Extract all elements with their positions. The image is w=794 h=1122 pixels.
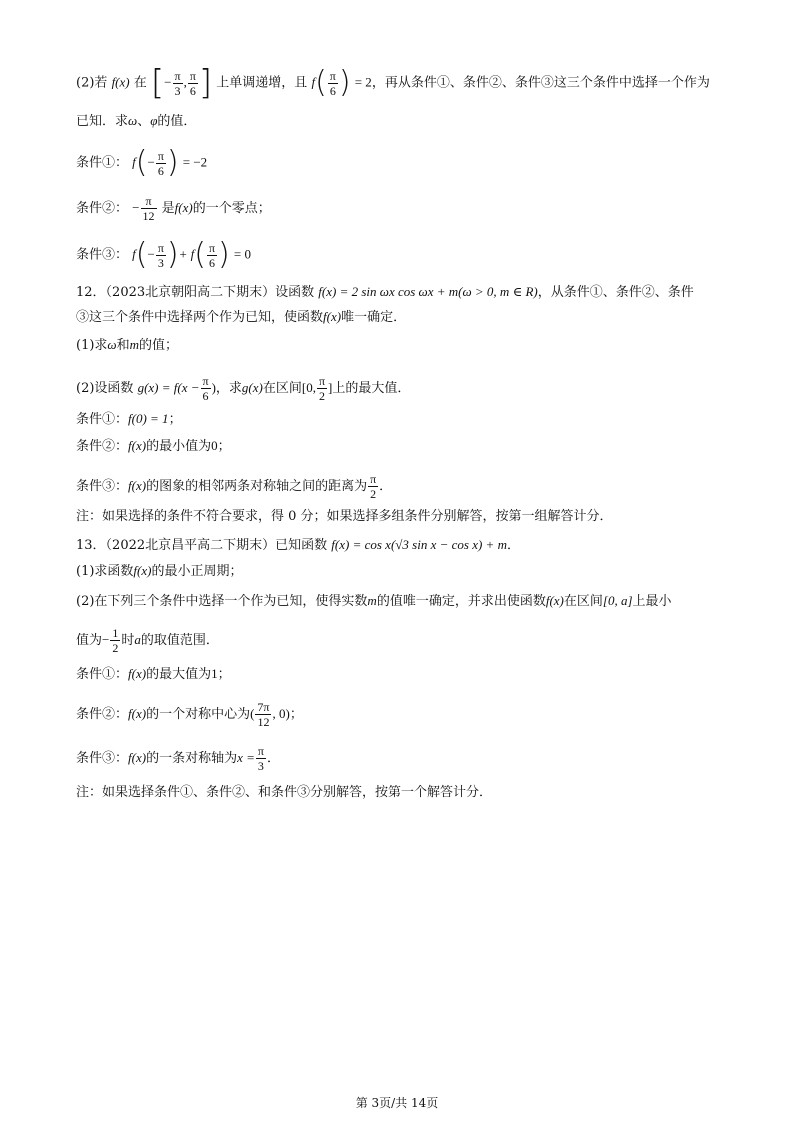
math: = −2 [182, 154, 208, 170]
den: 3 [157, 255, 164, 270]
paren-open: ( [194, 237, 206, 272]
bracket-close: ] [198, 63, 213, 103]
q12-condition-3 [76, 472, 392, 501]
fraction [141, 194, 157, 223]
bracket-open: [ [150, 63, 165, 103]
text: 的最大值为 [146, 667, 212, 682]
fraction [328, 69, 338, 98]
q11-condition-2 [76, 194, 271, 223]
text: 的一个零点； [192, 201, 271, 216]
fraction [207, 241, 217, 270]
q12-note [76, 508, 613, 526]
den: 6 [202, 389, 209, 403]
den: 2 [370, 487, 377, 501]
paren-close: ) [166, 237, 179, 272]
text: 和 [116, 338, 130, 353]
math-fx: f(x) [111, 74, 130, 90]
math: x = [237, 750, 255, 765]
fraction [255, 700, 271, 729]
text: (1)求函数 [76, 564, 134, 579]
num: 1 [112, 626, 119, 640]
text: ③这三个条件中选择两个作为已知，使函数 [76, 310, 324, 325]
q12-part1 [76, 336, 178, 355]
fraction [156, 149, 166, 178]
q11-condition-3 [76, 237, 251, 272]
text: 已知．求 [76, 114, 129, 129]
math-fx: f(x) [128, 478, 147, 493]
math-omega: ω [107, 337, 117, 352]
math-a: a [134, 632, 141, 647]
text: 时 [121, 633, 135, 648]
text: 的取值范围． [140, 633, 219, 648]
text: 的值； [139, 338, 179, 353]
text: ； [289, 707, 303, 722]
den: 2 [319, 389, 325, 403]
math: − [147, 154, 155, 170]
math: [0, a] [602, 593, 633, 608]
math-fx: f(x) [323, 309, 342, 324]
q13-condition-1 [76, 665, 231, 684]
math-fx: f(x) [128, 750, 147, 765]
math: ] [328, 380, 333, 395]
note-text: 注：如果选择的条件不符合要求，得 0 分；如果选择多组条件分别解答，按第一组解答计分． [76, 509, 613, 524]
math: [0, [301, 380, 316, 395]
q13-part2-line1 [76, 592, 672, 611]
math: − [132, 200, 140, 215]
math-phi: φ [150, 113, 158, 128]
fraction [156, 241, 166, 270]
label: 条件②： [76, 707, 129, 722]
text: ． [266, 751, 280, 766]
q13-condition-3 [76, 744, 280, 773]
math: ) [211, 380, 216, 395]
math-fx: f(x) [128, 706, 147, 721]
q12-line2 [76, 308, 406, 327]
q12-header [76, 283, 694, 302]
num: π [318, 374, 326, 388]
text: (2)设函数 [76, 381, 134, 396]
math-f: f [132, 246, 136, 262]
den: 12 [142, 209, 155, 223]
math: 0 [211, 438, 218, 453]
math: , [183, 74, 187, 90]
num: π [174, 68, 181, 83]
math-f: f [132, 154, 136, 170]
q12-part2 [76, 374, 410, 403]
num: π [157, 240, 164, 255]
page-footer: 第 3页/共 14页 [355, 1096, 439, 1110]
den: 3 [257, 759, 264, 773]
text: (2)在下列三个条件中选择一个作为已知，使得实数 [76, 594, 368, 609]
paren-close: ) [166, 145, 179, 180]
num: π [329, 68, 336, 83]
note-text: 注：如果选择条件①、条件②、和条件③分别解答，按第一个解答计分． [76, 785, 493, 800]
paren-open: ( [135, 145, 148, 180]
den: 6 [157, 163, 164, 178]
num: π [202, 374, 209, 388]
num: π [157, 148, 164, 163]
num: 7π [257, 700, 270, 714]
text: ，求 [215, 381, 242, 396]
num: π [141, 194, 157, 209]
label: 条件③： [76, 751, 129, 766]
math-function: f(x) = 2 sin ωx cos ωx + m(ω > 0, m ∈ R) [318, 284, 538, 299]
text: 13．（2022北京昌平高二下期末）已知函数 [76, 538, 328, 553]
text: 上最小 [632, 594, 672, 609]
den: 12 [257, 715, 270, 729]
q13-part2-line2 [76, 626, 219, 655]
num: π [370, 472, 377, 486]
q13-header [76, 536, 520, 555]
q13-note [76, 784, 492, 802]
q13-part1 [76, 562, 242, 581]
text: ，再从条件①、条件②、条件③这三个条件中选择一个作为 [371, 75, 710, 91]
num: π [257, 744, 264, 758]
math-function: f(x) = cos x(√3 sin x − cos x) + m [331, 537, 507, 552]
label: 条件③： [76, 479, 129, 494]
math-f: f [311, 74, 316, 90]
fraction [110, 626, 120, 655]
paren-open: ( [135, 237, 148, 272]
den: 6 [189, 83, 196, 98]
text: ； [217, 667, 231, 682]
label: 条件②： [76, 201, 129, 216]
math-omega: ω [128, 113, 138, 128]
math: − [164, 74, 172, 90]
text: 在区间 [262, 381, 302, 396]
fraction [317, 374, 327, 403]
paren-close: ) [218, 237, 230, 272]
q13-condition-2 [76, 700, 303, 729]
text: 的最小正周期； [151, 564, 243, 579]
math: 1 [211, 666, 218, 681]
text: 的值． [157, 114, 197, 129]
text: 上单调递增，且 [216, 75, 308, 91]
text: 在 [133, 75, 147, 91]
q11-part2-line2 [76, 112, 196, 131]
text: 的图象的相邻两条对称轴之间的距离为 [146, 479, 368, 494]
math: , 0) [272, 706, 290, 721]
text: 的一个对称中心为 [146, 707, 251, 722]
text: 的值唯一确定，并求出使函数 [376, 594, 546, 609]
text: (1)求 [76, 338, 108, 353]
den: 6 [209, 255, 216, 270]
num: π [189, 68, 196, 83]
text: 的一条对称轴为 [146, 751, 238, 766]
text: 上的最大值． [332, 381, 411, 396]
math: − [147, 246, 155, 262]
text: 值为 [76, 633, 103, 648]
q12-condition-2 [76, 437, 231, 456]
text: 、 [137, 114, 151, 129]
math: f(0) = 1 [128, 411, 169, 426]
text: ． [506, 538, 520, 553]
math: g(x) = f(x − [137, 380, 200, 395]
den: 6 [329, 83, 336, 98]
fraction [368, 472, 378, 501]
math-fx: f(x) [128, 666, 147, 681]
math-fx: f(x) [174, 200, 193, 215]
label: 条件③： [76, 247, 129, 263]
paren-open: ( [315, 65, 327, 100]
math: + f [178, 246, 195, 262]
math-fx: f(x) [133, 563, 152, 578]
label: 条件①： [76, 412, 129, 427]
den: 2 [112, 641, 119, 655]
text: 的最小值为 [146, 439, 212, 454]
math: ( [250, 706, 255, 721]
math: = 0 [233, 246, 251, 262]
math: − [102, 632, 110, 647]
text: 唯一确定． [341, 310, 407, 325]
q11-condition-1 [76, 145, 208, 180]
text: ； [168, 412, 182, 427]
fraction [256, 744, 266, 773]
text: ． [379, 479, 393, 494]
math-fx: f(x) [128, 438, 147, 453]
math-gx: g(x) [241, 380, 263, 395]
label: 条件①： [76, 667, 129, 682]
den: 3 [174, 83, 181, 98]
label: 条件①： [76, 155, 129, 171]
math-m: m [129, 337, 140, 352]
math: = 2 [354, 74, 372, 90]
fraction [201, 374, 211, 403]
text: (2)若 [76, 75, 108, 91]
math-m: m [367, 593, 377, 608]
text: ，从条件①、条件②、条件 [537, 285, 694, 300]
fraction [188, 69, 198, 98]
text: ； [217, 439, 231, 454]
paren-close: ) [338, 65, 351, 100]
text: 在区间 [563, 594, 603, 609]
text: 是 [161, 201, 175, 216]
q11-part2-line1 [76, 63, 710, 103]
fraction [173, 69, 183, 98]
label: 条件②： [76, 439, 129, 454]
text: 12．（2023北京朝阳高二下期末）设函数 [76, 285, 315, 300]
q12-condition-1 [76, 410, 182, 429]
num: π [208, 240, 216, 255]
math-fx: f(x) [545, 593, 564, 608]
